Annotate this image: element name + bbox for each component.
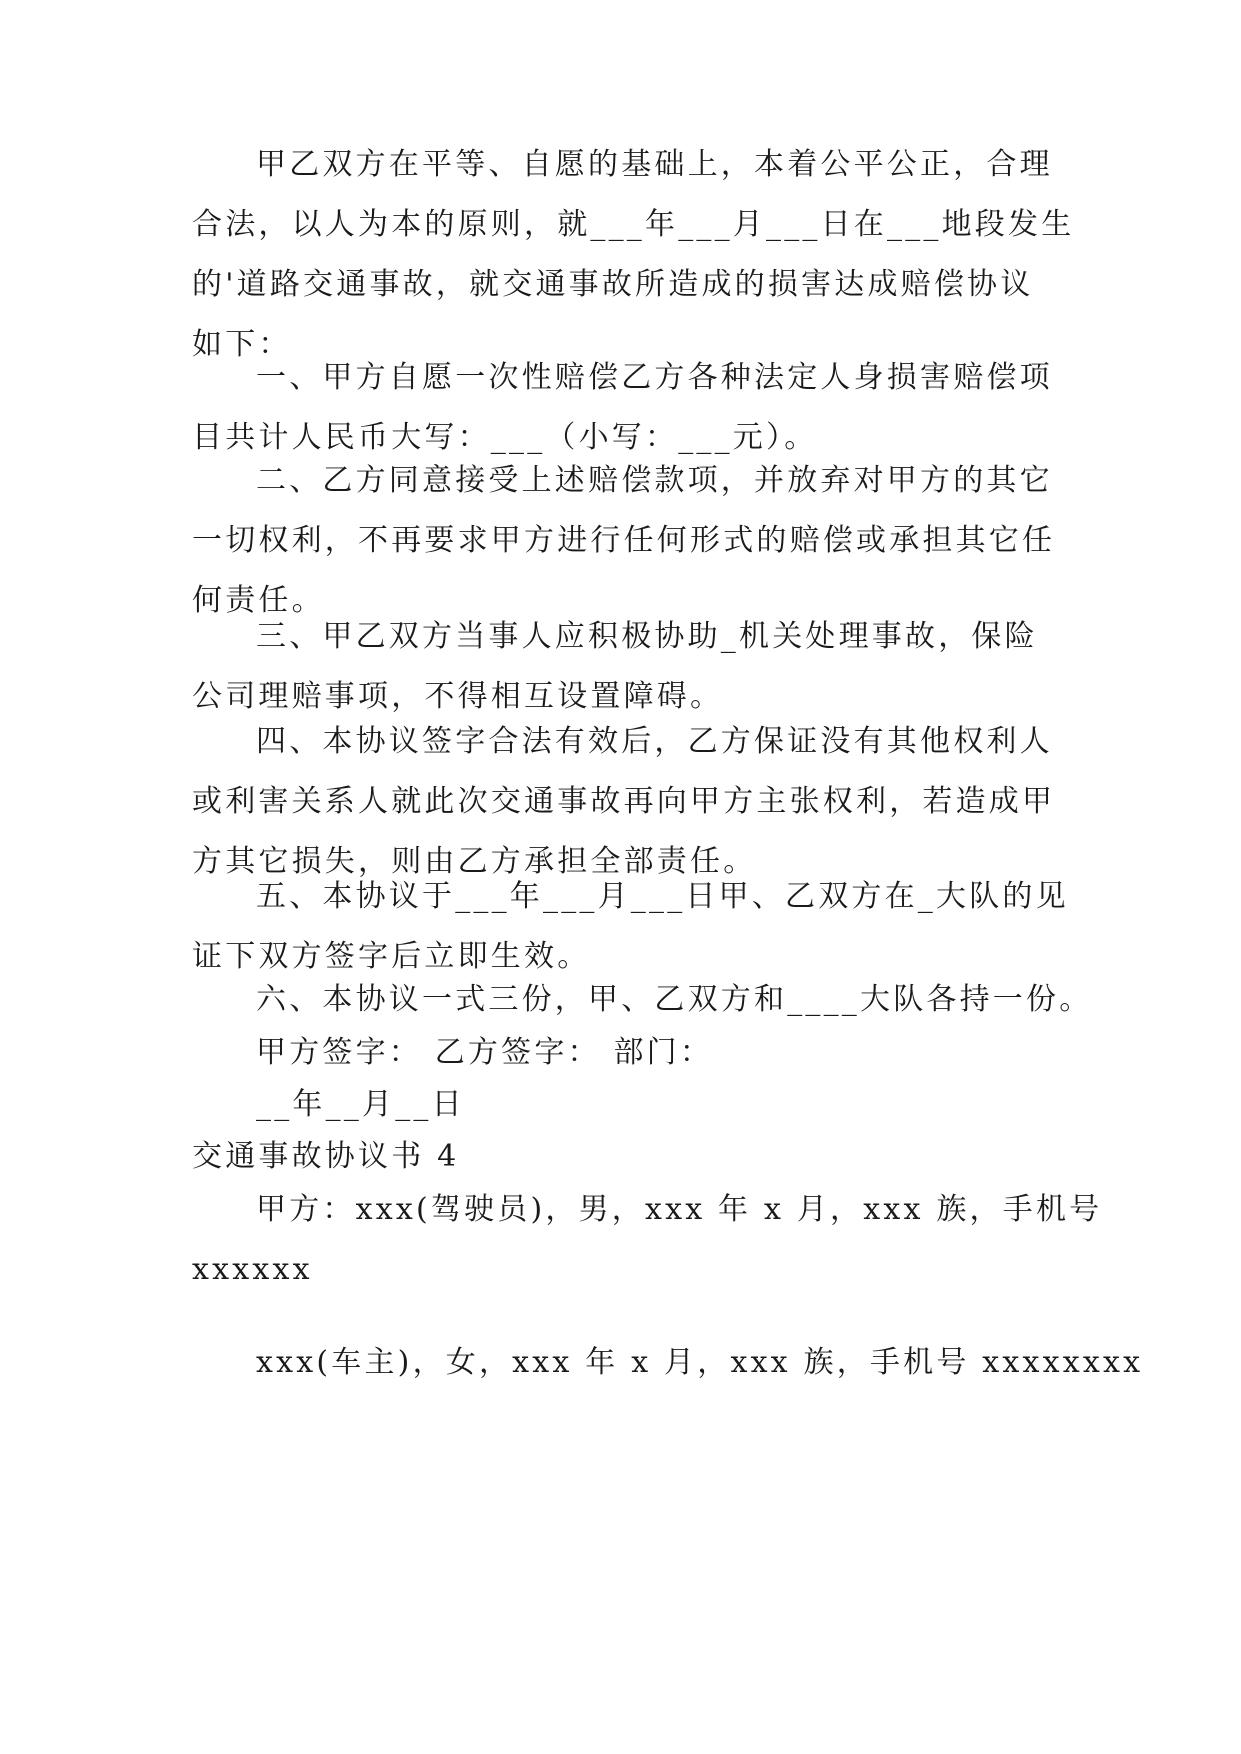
text-line: 目共计人民币大写：___（小写：___元）。 <box>192 420 818 455</box>
text-line: 甲方：xxx(驾驶员)，男，xxx 年 x 月，xxx 族，手机号 <box>256 1192 1103 1227</box>
text-line: 四、本协议签字合法有效后，乙方保证没有其他权利人 <box>256 724 1053 759</box>
text-line: 一、甲方自愿一次性赔偿乙方各种法定人身损害赔偿项 <box>256 360 1053 395</box>
date-line <box>192 1075 1062 1135</box>
paragraph-clause-5 <box>192 867 1069 987</box>
paragraph-clause-4 <box>192 712 1062 892</box>
date-blanks: __年__月__日 <box>256 1087 465 1122</box>
paragraph-intro <box>192 135 1075 375</box>
text-line: xxx(车主)，女，xxx 年 x 月，xxx 族，手机号 xxxxxxxx <box>256 1345 1144 1380</box>
text-line: 二、乙方同意接受上述赔偿款项，并放弃对甲方的其它 <box>256 463 1053 498</box>
text-line: xxxxxx <box>192 1252 313 1287</box>
text-line: 方其它损失，则由乙方承担全部责任。 <box>192 844 757 879</box>
text-line: 或利害关系人就此次交通事故再向甲方主张权利，若造成甲 <box>192 784 1056 819</box>
text-line: 证下双方签字后立即生效。 <box>192 939 591 974</box>
party-a-paragraph <box>192 1180 1103 1300</box>
text-line: 六、本协议一式三份，甲、乙双方和____大队各持一份。 <box>256 982 1093 1017</box>
signature-labels: 甲方签字： 乙方签字： 部门： <box>256 1035 714 1070</box>
paragraph-clause-3 <box>192 607 1062 727</box>
signature-line <box>192 1023 1062 1083</box>
text-line: 三、甲乙双方当事人应积极协助_机关处理事故，保险 <box>256 619 1038 654</box>
text-line: 一切权利，不再要求甲方进行任何形式的赔偿或承担其它任 <box>192 523 1056 558</box>
section-title-text: 交通事故协议书 4 <box>192 1139 460 1174</box>
text-line: 何责任。 <box>192 583 325 618</box>
text-line: 如下： <box>192 327 292 362</box>
text-line: 公司理赔事项，不得相互设置障碍。 <box>192 679 724 714</box>
paragraph-clause-1 <box>192 348 1062 468</box>
owner-paragraph <box>192 1333 1144 1393</box>
text-line: 五、本协议于___年___月___日甲、乙双方在_大队的见 <box>256 879 1069 914</box>
text-line: 的'道路交通事故，就交通事故所造成的损害达成赔偿协议 <box>192 267 1034 302</box>
paragraph-clause-2 <box>192 451 1062 631</box>
paragraph-clause-6 <box>192 970 1093 1030</box>
text-line: 甲乙双方在平等、自愿的基础上，本着公平公正，合理 <box>256 147 1053 182</box>
text-line: 合法，以人为本的原则，就___年___月___日在___地段发生 <box>192 207 1075 242</box>
section-title <box>192 1127 1062 1187</box>
